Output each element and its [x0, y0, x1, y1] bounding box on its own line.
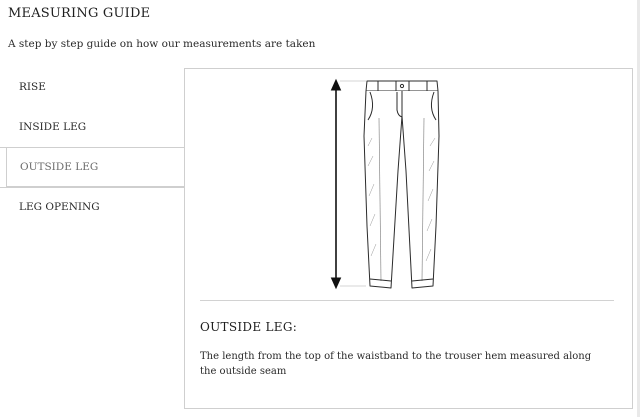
- page-title: MEASURING GUIDE: [8, 6, 151, 21]
- tab-rise[interactable]: [0, 67, 184, 107]
- tab-outside-leg[interactable]: [6, 147, 184, 187]
- tab-label: RISE: [19, 81, 46, 93]
- measurement-arrow-icon: [332, 80, 341, 288]
- measurement-heading: OUTSIDE LEG:: [200, 320, 298, 334]
- tab-inside-leg[interactable]: [0, 107, 184, 147]
- tab-leg-opening[interactable]: [0, 187, 184, 227]
- tab-label: INSIDE LEG: [19, 121, 87, 133]
- panel-divider: [200, 300, 614, 301]
- measurement-description: The length from the top of the waistband to the trouser hem measured along the outside seam: [200, 351, 592, 377]
- tab-label: OUTSIDE LEG: [20, 161, 99, 173]
- page-subtitle: A step by step guide on how our measurements are taken: [8, 38, 316, 50]
- trousers-illustration: [320, 76, 460, 296]
- tab-label: LEG OPENING: [19, 201, 100, 213]
